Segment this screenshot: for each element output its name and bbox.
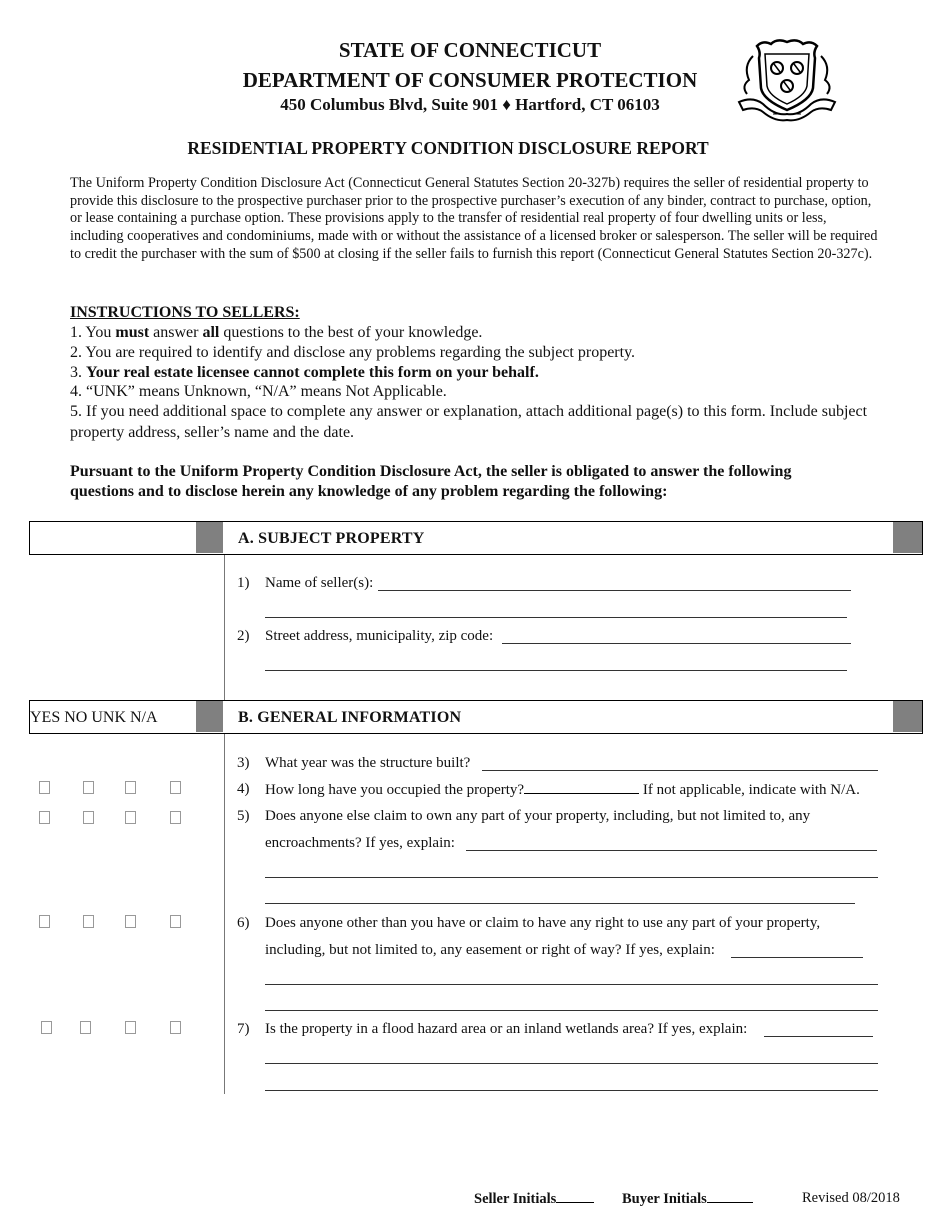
question-7-label: Is the property in a flood hazard area or an inland wetlands area? If yes, explain: <box>265 1021 748 1037</box>
q4-no-checkbox[interactable] <box>83 781 94 794</box>
q7-explain-field[interactable] <box>764 1036 873 1037</box>
q6-explain-field-line3[interactable] <box>265 1010 878 1011</box>
header-address: 450 Columbus Blvd, Suite 901 ♦ Hartford, CT 06103 <box>280 95 660 114</box>
q5-no-checkbox[interactable] <box>83 811 94 824</box>
question-6-label-line2: including, but not limited to, any easement or right of way? If yes, explain: <box>265 942 715 958</box>
q5-explain-field[interactable] <box>466 850 877 851</box>
q5-explain-field-line2[interactable] <box>265 877 878 878</box>
instruction-5: 5. If you need additional space to complete any answer or explanation, attach additional page(s) to this form. Include subject property address, seller’s name and the date. <box>70 403 868 441</box>
connecticut-seal-icon <box>733 36 841 122</box>
q4-na-checkbox[interactable] <box>170 781 181 794</box>
q7-unk-checkbox[interactable] <box>125 1021 136 1034</box>
street-address-field-line2[interactable] <box>265 670 847 671</box>
revision-date: Revised 08/2018 <box>802 1190 900 1206</box>
q6-unk-checkbox[interactable] <box>125 915 136 928</box>
question-1-label: Name of seller(s): <box>265 575 374 591</box>
header-state: STATE OF CONNECTICUT <box>338 38 602 62</box>
q5-na-checkbox[interactable] <box>170 811 181 824</box>
q7-na-checkbox[interactable] <box>170 1021 181 1034</box>
q4-yes-checkbox[interactable] <box>39 781 50 794</box>
buyer-initials: Buyer Initials <box>622 1190 753 1208</box>
pursuant-statement: Pursuant to the Uniform Property Condition Disclosure Act, the seller is obligated to answer the following questions and to disclose herein any knowledge of any problem regarding the following: <box>70 463 792 500</box>
q6-explain-field-line2[interactable] <box>265 984 878 985</box>
question-3-number: 3) <box>237 755 250 771</box>
question-6-label-line1: Does anyone other than you have or claim to have any right to use any part of your property, <box>265 915 821 931</box>
instruction-3: 3. Your real estate licensee cannot complete this form on your behalf. <box>70 364 539 381</box>
seller-name-field-line2[interactable] <box>265 617 847 618</box>
section-a-divider <box>224 555 225 700</box>
section-b-gray-block-right <box>893 701 922 732</box>
buyer-initials-field[interactable] <box>707 1190 753 1203</box>
q5-unk-checkbox[interactable] <box>125 811 136 824</box>
q6-explain-field[interactable] <box>731 957 863 958</box>
question-6-number: 6) <box>237 915 250 931</box>
question-2-label: Street address, municipality, zip code: <box>265 628 494 644</box>
section-b-gray-block-left <box>196 701 223 732</box>
section-b-header <box>29 700 923 734</box>
section-a-gray-block-left <box>196 522 223 553</box>
section-a-heading: A. SUBJECT PROPERTY <box>238 530 425 547</box>
seller-initials: Seller Initials <box>474 1190 594 1208</box>
question-4-label: How long have you occupied the property? If not applicable, indicate with N/A. <box>265 782 860 798</box>
street-address-field[interactable] <box>502 643 851 644</box>
q7-explain-field-line3[interactable] <box>265 1090 878 1091</box>
section-b-divider <box>224 734 225 1094</box>
question-5-label-line2: encroachments? If yes, explain: <box>265 835 455 851</box>
section-a-header <box>29 521 923 555</box>
instruction-4: 4. “UNK” means Unknown, “N/A” means Not Applicable. <box>70 383 447 400</box>
section-a-gray-block-right <box>893 522 922 553</box>
question-1-number: 1) <box>237 575 250 591</box>
seller-name-field[interactable] <box>378 590 851 591</box>
question-4-number: 4) <box>237 781 250 797</box>
header-department: DEPARTMENT OF CONSUMER PROTECTION <box>242 68 698 92</box>
instructions-heading: INSTRUCTIONS TO SELLERS: <box>70 304 300 321</box>
instruction-1: 1. You must answer all questions to the best of your knowledge. <box>70 324 483 341</box>
q4-unk-checkbox[interactable] <box>125 781 136 794</box>
occupancy-duration-field[interactable] <box>524 781 639 794</box>
q6-no-checkbox[interactable] <box>83 915 94 928</box>
instruction-2: 2. You are required to identify and disclose any problems regarding the subject property. <box>70 344 636 361</box>
q7-no-checkbox[interactable] <box>80 1021 91 1034</box>
q5-explain-field-line3[interactable] <box>265 903 855 904</box>
intro-paragraph: The Uniform Property Condition Disclosure Act (Connecticut General Statutes Section 20-327b) requires the seller of residential property to provide this disclosure to the prospective purchaser prior to the prospective purchaser’s execution of any binder, contract to purchase, option, or lease containing a purchase option. These provisions apply to the transfer of residential real property of four dwelling units or less, including cooperatives and condominiums, made with or without the assistance of a licensed broker or salesperson. The seller will be required to credit the purchaser with the sum of $500 at closing if the seller fails to furnish this report (Connecticut General Statutes Section 20-327c). <box>70 175 878 262</box>
question-5-number: 5) <box>237 808 250 824</box>
q5-yes-checkbox[interactable] <box>39 811 50 824</box>
q6-na-checkbox[interactable] <box>170 915 181 928</box>
question-7-number: 7) <box>237 1021 250 1037</box>
seller-initials-field[interactable] <box>556 1190 594 1203</box>
year-built-field[interactable] <box>482 770 878 771</box>
q7-yes-checkbox[interactable] <box>41 1021 52 1034</box>
section-b-heading: B. GENERAL INFORMATION <box>238 709 462 726</box>
question-5-label-line1: Does anyone else claim to own any part of your property, including, but not limited to, any <box>265 808 811 824</box>
question-3-label: What year was the structure built? <box>265 755 471 771</box>
answer-columns-header: YES NO UNK N/A <box>30 709 158 726</box>
question-2-number: 2) <box>237 628 250 644</box>
report-title: RESIDENTIAL PROPERTY CONDITION DISCLOSURE REPORT <box>187 138 709 158</box>
q7-explain-field-line2[interactable] <box>265 1063 878 1064</box>
q6-yes-checkbox[interactable] <box>39 915 50 928</box>
